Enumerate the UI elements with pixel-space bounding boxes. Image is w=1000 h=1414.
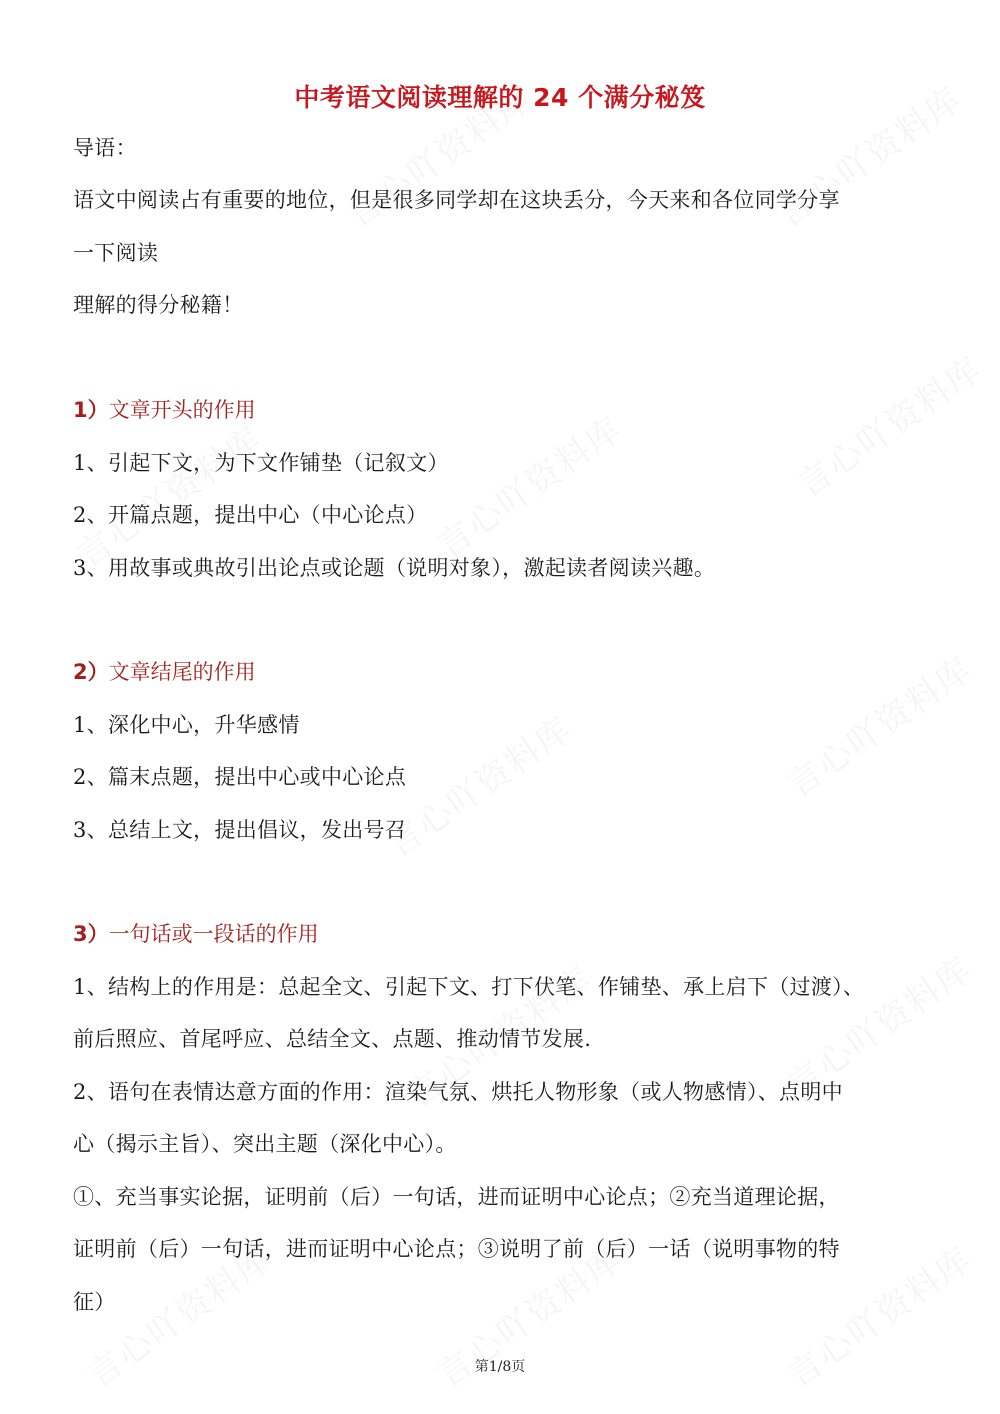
section-line: 2、开篇点题，提出中心（中心论点） xyxy=(73,503,428,527)
section-heading xyxy=(73,395,943,425)
intro-line: 语文中阅读占有重要的地位，但是很多同学却在这块丢分，今天来和各位同学分享 xyxy=(73,188,840,212)
section-line: 2、篇末点题，提出中心或中心论点 xyxy=(73,765,407,789)
section-title: 一句话或一段话的作用 xyxy=(108,922,319,946)
section-line: 1、结构上的作用是：总起全文、引起下文、打下伏笔、作铺垫、承上启下（过渡）、 xyxy=(73,975,865,999)
document-title: 中考语文阅读理解的 24 个满分秘笈 xyxy=(294,83,706,112)
section-title: 文章结尾的作用 xyxy=(108,660,256,684)
section-heading xyxy=(73,657,943,687)
section-line: ①、充当事实论据，证明前（后）一句话，进而证明中心论点；②充当道理论据， xyxy=(73,1185,840,1209)
section-line: 3、总结上文，提出倡议，发出号召 xyxy=(73,818,407,842)
section-line: 征） xyxy=(73,1290,116,1314)
page-number: 第1/8页 xyxy=(474,1359,526,1375)
section-number: 2） xyxy=(73,660,109,684)
watermark xyxy=(65,412,270,576)
intro-line: 理解的得分秘籍！ xyxy=(73,293,244,317)
section-line: 3、用故事或典故引出论点或论题（说明对象），激起读者阅读兴趣。 xyxy=(73,556,716,580)
section-line: 心（揭示主旨）、突出主题（深化中心）。 xyxy=(73,1132,457,1156)
intro-label: 导语： xyxy=(73,136,137,160)
watermark xyxy=(425,402,630,566)
section-title: 文章开头的作用 xyxy=(108,398,256,422)
section-heading xyxy=(73,919,943,949)
section-line: 1、引起下文，为下文作铺垫（记叙文） xyxy=(73,451,449,475)
section-number: 3） xyxy=(73,922,109,946)
intro-line: 一下阅读 xyxy=(73,241,159,265)
section-line: 前后照应、首尾呼应、总结全文、点题、推动情节发展. xyxy=(73,1027,592,1051)
section-line: 证明前（后）一句话，进而证明中心论点；③说明了前（后）一话（说明事物的特 xyxy=(73,1237,840,1261)
section-line: 2、语句在表情达意方面的作用：渲染气氛、烘托人物形象（或人物感情）、点明中 xyxy=(73,1080,843,1104)
section-number: 1） xyxy=(73,398,109,422)
section-line: 1、深化中心，升华感情 xyxy=(73,713,300,737)
